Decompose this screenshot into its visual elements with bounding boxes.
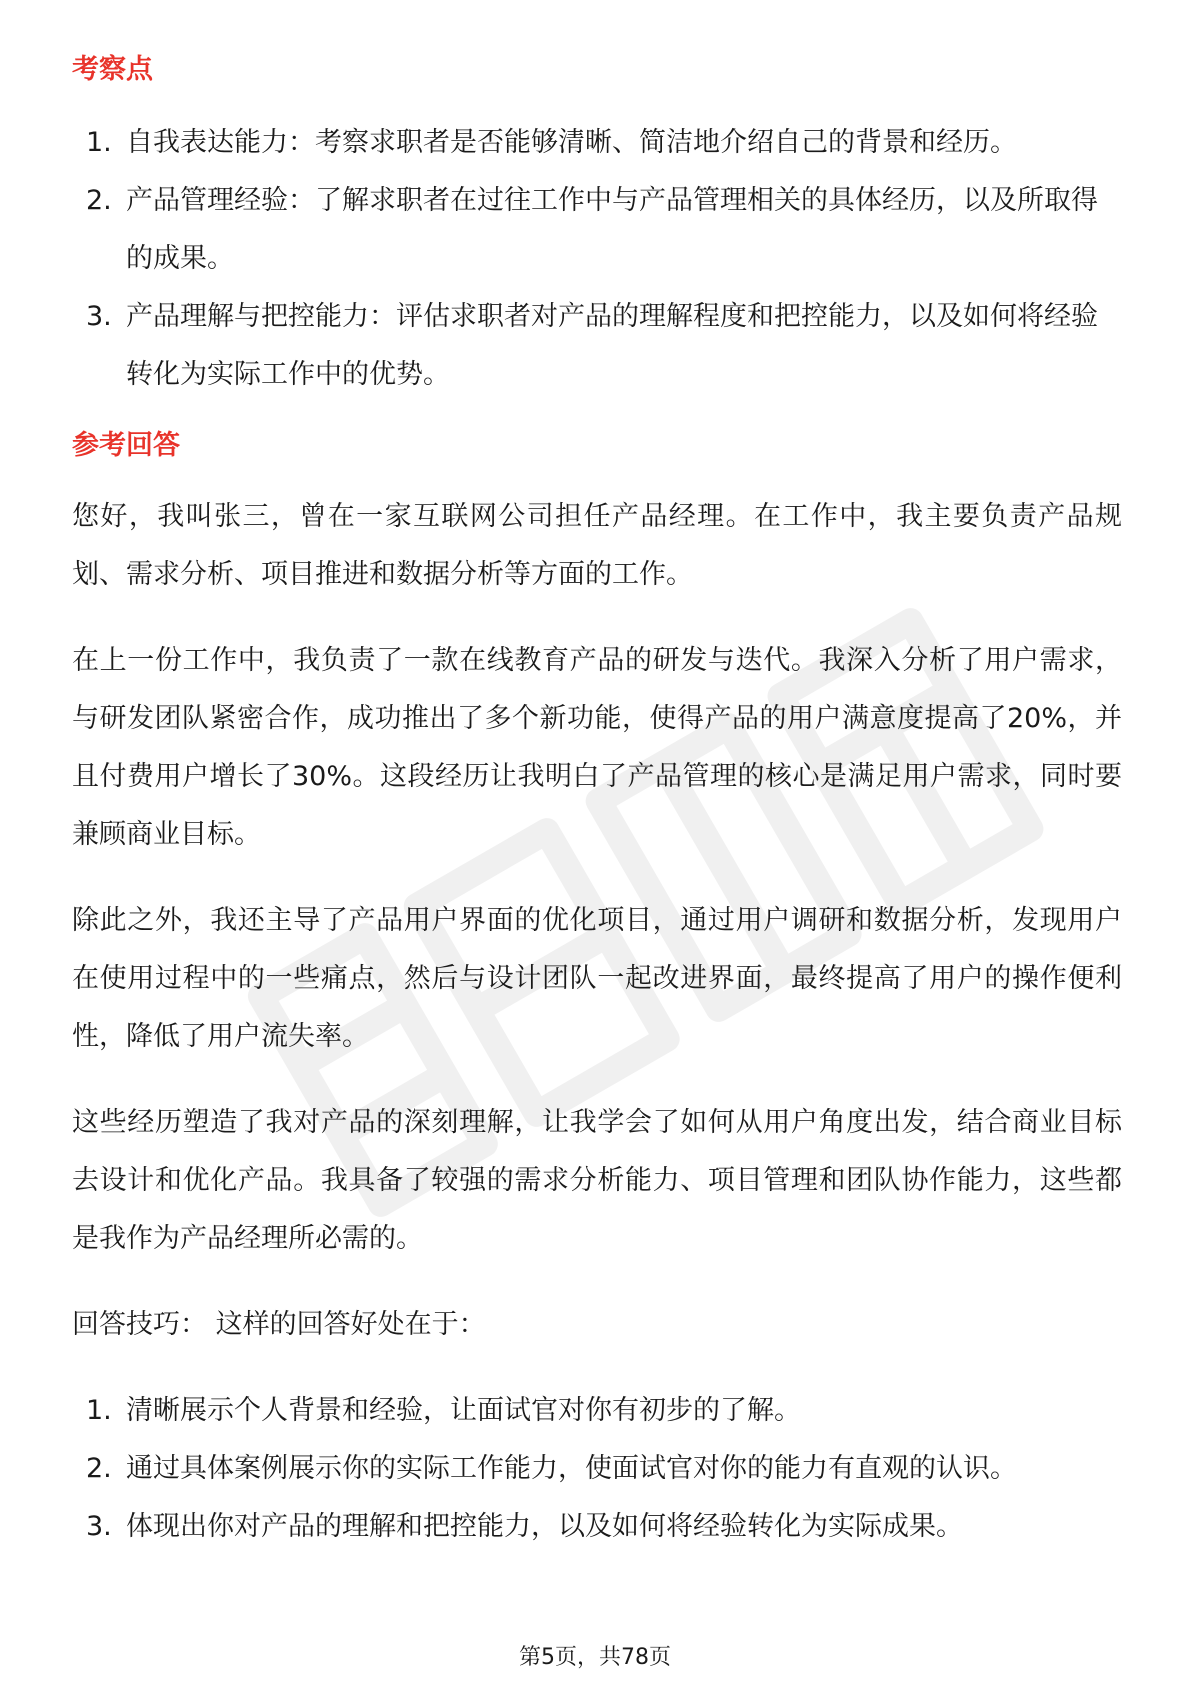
list-item-text: 清晰展示个人背景和经验，让面试官对你有初步的了解。 (126, 1395, 801, 1426)
list-item (72, 1382, 1122, 1440)
section-heading-kaochadian: 考察点 (72, 54, 153, 85)
section-heading-cankaohuida: 参考回答 (72, 430, 180, 461)
list-item (72, 1498, 1122, 1556)
list-item-text: 产品管理经验：了解求职者在过往工作中与产品管理相关的具体经历，以及所取得的成果。 (126, 185, 1098, 274)
answer-paragraph: 这些经历塑造了我对产品的深刻理解，让我学会了如何从用户角度出发，结合商业目标去设计和优化产品。我具备了较强的需求分析能力、项目管理和团队协作能力，这些都是我作为产品经理所必需的。 (72, 1107, 1122, 1254)
answer-paragraph: 在上一份工作中，我负责了一款在线教育产品的研发与迭代。我深入分析了用户需求，与研发团队紧密合作，成功推出了多个新功能，使得产品的用户满意度提高了20%，并且付费用户增长了30%。这段经历让我明白了产品管理的核心是满足用户需求，同时要兼顾商业目标。 (72, 645, 1122, 850)
tips-list (72, 1382, 1122, 1556)
list-item-text: 产品理解与把控能力：评估求职者对产品的理解程度和把控能力，以及如何将经验转化为实际工作中的优势。 (126, 301, 1098, 390)
list-item (72, 172, 1122, 288)
list-item (72, 288, 1122, 404)
list-number: 2. (86, 1453, 112, 1484)
list-number: 2. (86, 185, 112, 216)
list-item-text: 自我表达能力：考察求职者是否能够清晰、简洁地介绍自己的背景和经历。 (126, 127, 1017, 158)
answer-paragraph: 除此之外，我还主导了产品用户界面的优化项目，通过用户调研和数据分析，发现用户在使用过程中的一些痛点，然后与设计团队一起改进界面，最终提高了用户的操作便利性，降低了用户流失率。 (72, 905, 1122, 1052)
evaluation-points-list (72, 114, 1122, 404)
list-item-text: 体现出你对产品的理解和把控能力，以及如何将经验转化为实际成果。 (126, 1511, 963, 1542)
list-number: 3. (86, 301, 112, 332)
list-item-text: 通过具体案例展示你的实际工作能力，使面试官对你的能力有直观的认识。 (126, 1453, 1017, 1484)
answer-paragraph: 您好，我叫张三，曾在一家互联网公司担任产品经理。在工作中，我主要负责产品规划、需求分析、项目推进和数据分析等方面的工作。 (72, 501, 1122, 590)
tips-intro: 回答技巧： 这样的回答好处在于： (72, 1309, 486, 1340)
list-item (72, 114, 1122, 172)
list-number: 3. (86, 1511, 112, 1542)
list-item (72, 1440, 1122, 1498)
content-area (72, 50, 1122, 1556)
list-number: 1. (86, 1395, 112, 1426)
page-number-footer: 第5页，共78页 (519, 1645, 671, 1670)
list-number: 1. (86, 127, 112, 158)
